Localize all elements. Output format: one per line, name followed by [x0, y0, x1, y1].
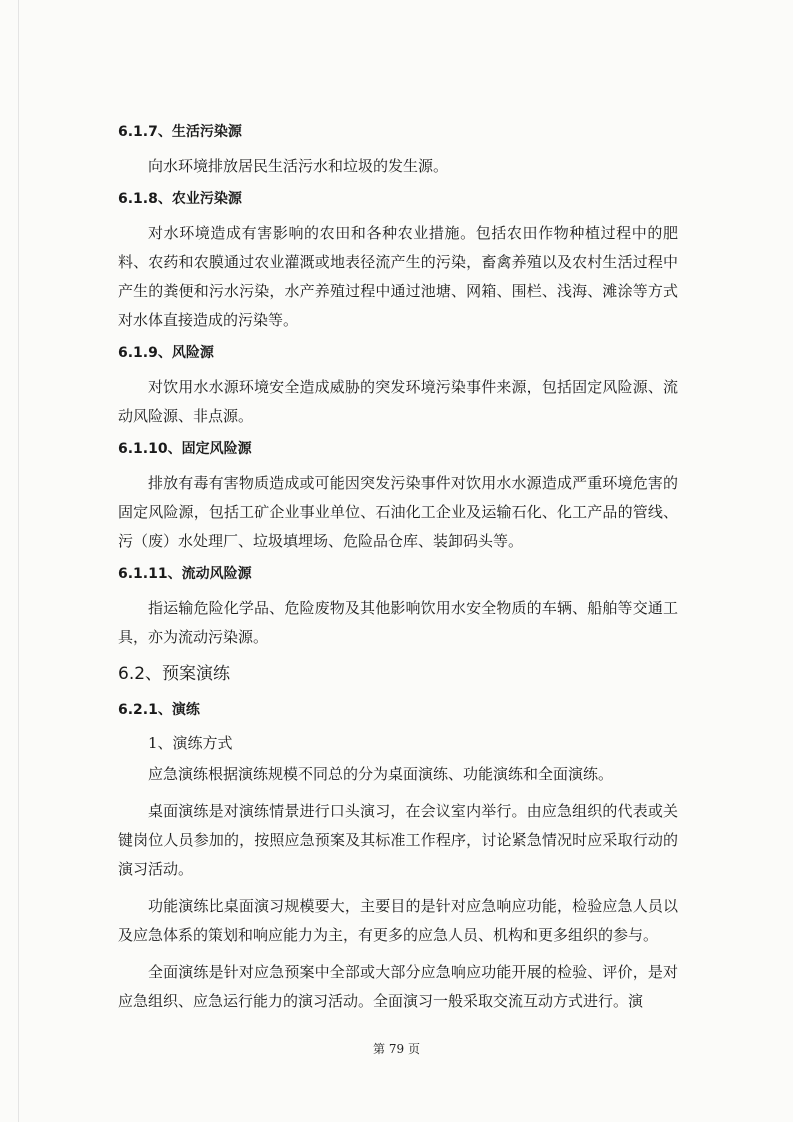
sub-heading: 6.2.1、演练 — [118, 702, 200, 718]
paragraph: 应急演练根据演练规模不同总的分为桌面演练、功能演练和全面演练。 — [148, 765, 614, 783]
section-6-1-11 — [118, 564, 678, 652]
section-6-1-9 — [118, 343, 678, 431]
page-edge-line — [18, 0, 19, 1122]
section-heading: 6.1.11、流动风险源 — [118, 566, 252, 582]
section-heading: 6.1.8、农业污染源 — [118, 191, 242, 207]
section-6-1-10 — [118, 439, 678, 556]
section-title: 6.2、预案演练 — [118, 664, 231, 684]
paragraph: 桌面演练是对演练情景进行口头演习，在会议室内举行。由应急组织的代表或关键岗位人员参加的，按照应急预案及其标准工作程序，讨论紧急情况时应采取行动的演习活动。 — [118, 802, 678, 878]
section-6-1-8 — [118, 189, 678, 335]
paragraph: 全面演练是针对应急预案中全部或大部分应急响应功能开展的检验、评价，是对应急组织、应急运行能力的演习活动。全面演习一般采取交流互动方式进行。演 — [118, 963, 678, 1010]
section-heading: 6.1.10、固定风险源 — [118, 441, 252, 457]
paragraph: 排放有毒有害物质造成或可能因突发污染事件对饮用水水源造成严重环境危害的固定风险源，包括工矿企业事业单位、石油化工企业及运输石化、化工产品的管线、污（废）水处理厂、垃圾填埋场、危险品仓库、装卸码头等。 — [118, 474, 678, 550]
paragraph: 向水环境排放居民生活污水和垃圾的发生源。 — [148, 157, 449, 175]
section-heading: 6.1.9、风险源 — [118, 345, 214, 361]
section-heading: 6.1.7、生活污染源 — [118, 124, 242, 140]
paragraph: 对水环境造成有害影响的农田和各种农业措施。包括农田作物种植过程中的肥料、农药和农膜通过农业灌溉或地表径流产生的污染，畜禽养殖以及农村生活过程中产生的粪便和污水污染，水产养殖过程中通过池塘、网箱、围栏、浅海、滩涂等方式对水体直接造成的污染等。 — [118, 224, 678, 329]
paragraph: 指运输危险化学品、危险废物及其他影响饮用水安全物质的车辆、船舶等交通工具，亦为流动污染源。 — [118, 599, 678, 646]
section-6-1-7 — [118, 122, 678, 181]
list-item: 1、演练方式 — [148, 734, 233, 752]
page-content — [118, 122, 678, 1024]
section-6-2 — [118, 662, 678, 1016]
page-number: 第 79 页 — [373, 1042, 420, 1056]
paragraph: 功能演练比桌面演习规模要大，主要目的是针对应急响应功能，检验应急人员以及应急体系的策划和响应能力为主，有更多的应急人员、机构和更多组织的参与。 — [118, 897, 678, 944]
paragraph: 对饮用水水源环境安全造成威胁的突发环境污染事件来源，包括固定风险源、流动风险源、非点源。 — [118, 378, 678, 425]
